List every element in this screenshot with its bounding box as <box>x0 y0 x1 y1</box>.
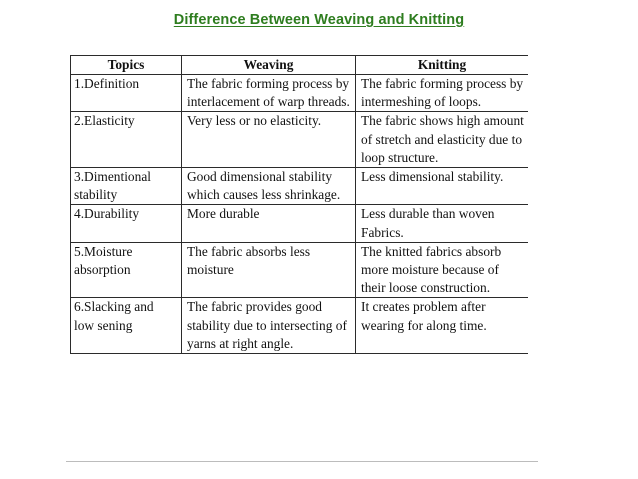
page-title: Difference Between Weaving and Knitting <box>173 12 465 28</box>
table-row <box>71 75 529 112</box>
table-row <box>71 205 529 242</box>
table-row <box>71 298 529 354</box>
header-topics: Topics <box>71 56 182 75</box>
knitting-cell: The knitted fabrics absorb more moisture because of their loose construction. <box>356 242 529 298</box>
weaving-cell: The fabric provides good stability due to intersecting of yarns at right angle. <box>182 298 356 354</box>
table-row <box>71 112 529 168</box>
knitting-cell: Less durable than woven Fabrics. <box>356 205 529 242</box>
weaving-cell: Very less or no elasticity. <box>182 112 356 168</box>
knitting-cell: The fabric forming process by intermeshing of loops. <box>356 75 529 112</box>
weaving-cell: The fabric forming process by interlacement of warp threads. <box>182 75 356 112</box>
topic-cell: 5.Moisture absorption <box>71 242 182 298</box>
header-weaving: Weaving <box>182 56 356 75</box>
topic-cell: 3.Dimentional stability <box>71 168 182 205</box>
comparison-table-container <box>70 55 528 461</box>
bottom-divider <box>66 461 538 462</box>
weaving-cell: Good dimensional stability which causes less shrinkage. <box>182 168 356 205</box>
knitting-cell: The fabric shows high amount of stretch and elasticity due to loop structure. <box>356 112 529 168</box>
topic-cell: 1.Definition <box>71 75 182 112</box>
comparison-table <box>70 55 528 354</box>
table-row <box>71 242 529 298</box>
topic-cell: 2.Elasticity <box>71 112 182 168</box>
header-knitting: Knitting <box>356 56 529 75</box>
weaving-cell: More durable <box>182 205 356 242</box>
knitting-cell: Less dimensional stability. <box>356 168 529 205</box>
table-row <box>71 168 529 205</box>
weaving-cell: The fabric absorbs less moisture <box>182 242 356 298</box>
topic-cell: 6.Slacking and low sening <box>71 298 182 354</box>
topic-cell: 4.Durability <box>71 205 182 242</box>
knitting-cell: It creates problem after wearing for along time. <box>356 298 529 354</box>
table-header-row <box>71 56 529 75</box>
